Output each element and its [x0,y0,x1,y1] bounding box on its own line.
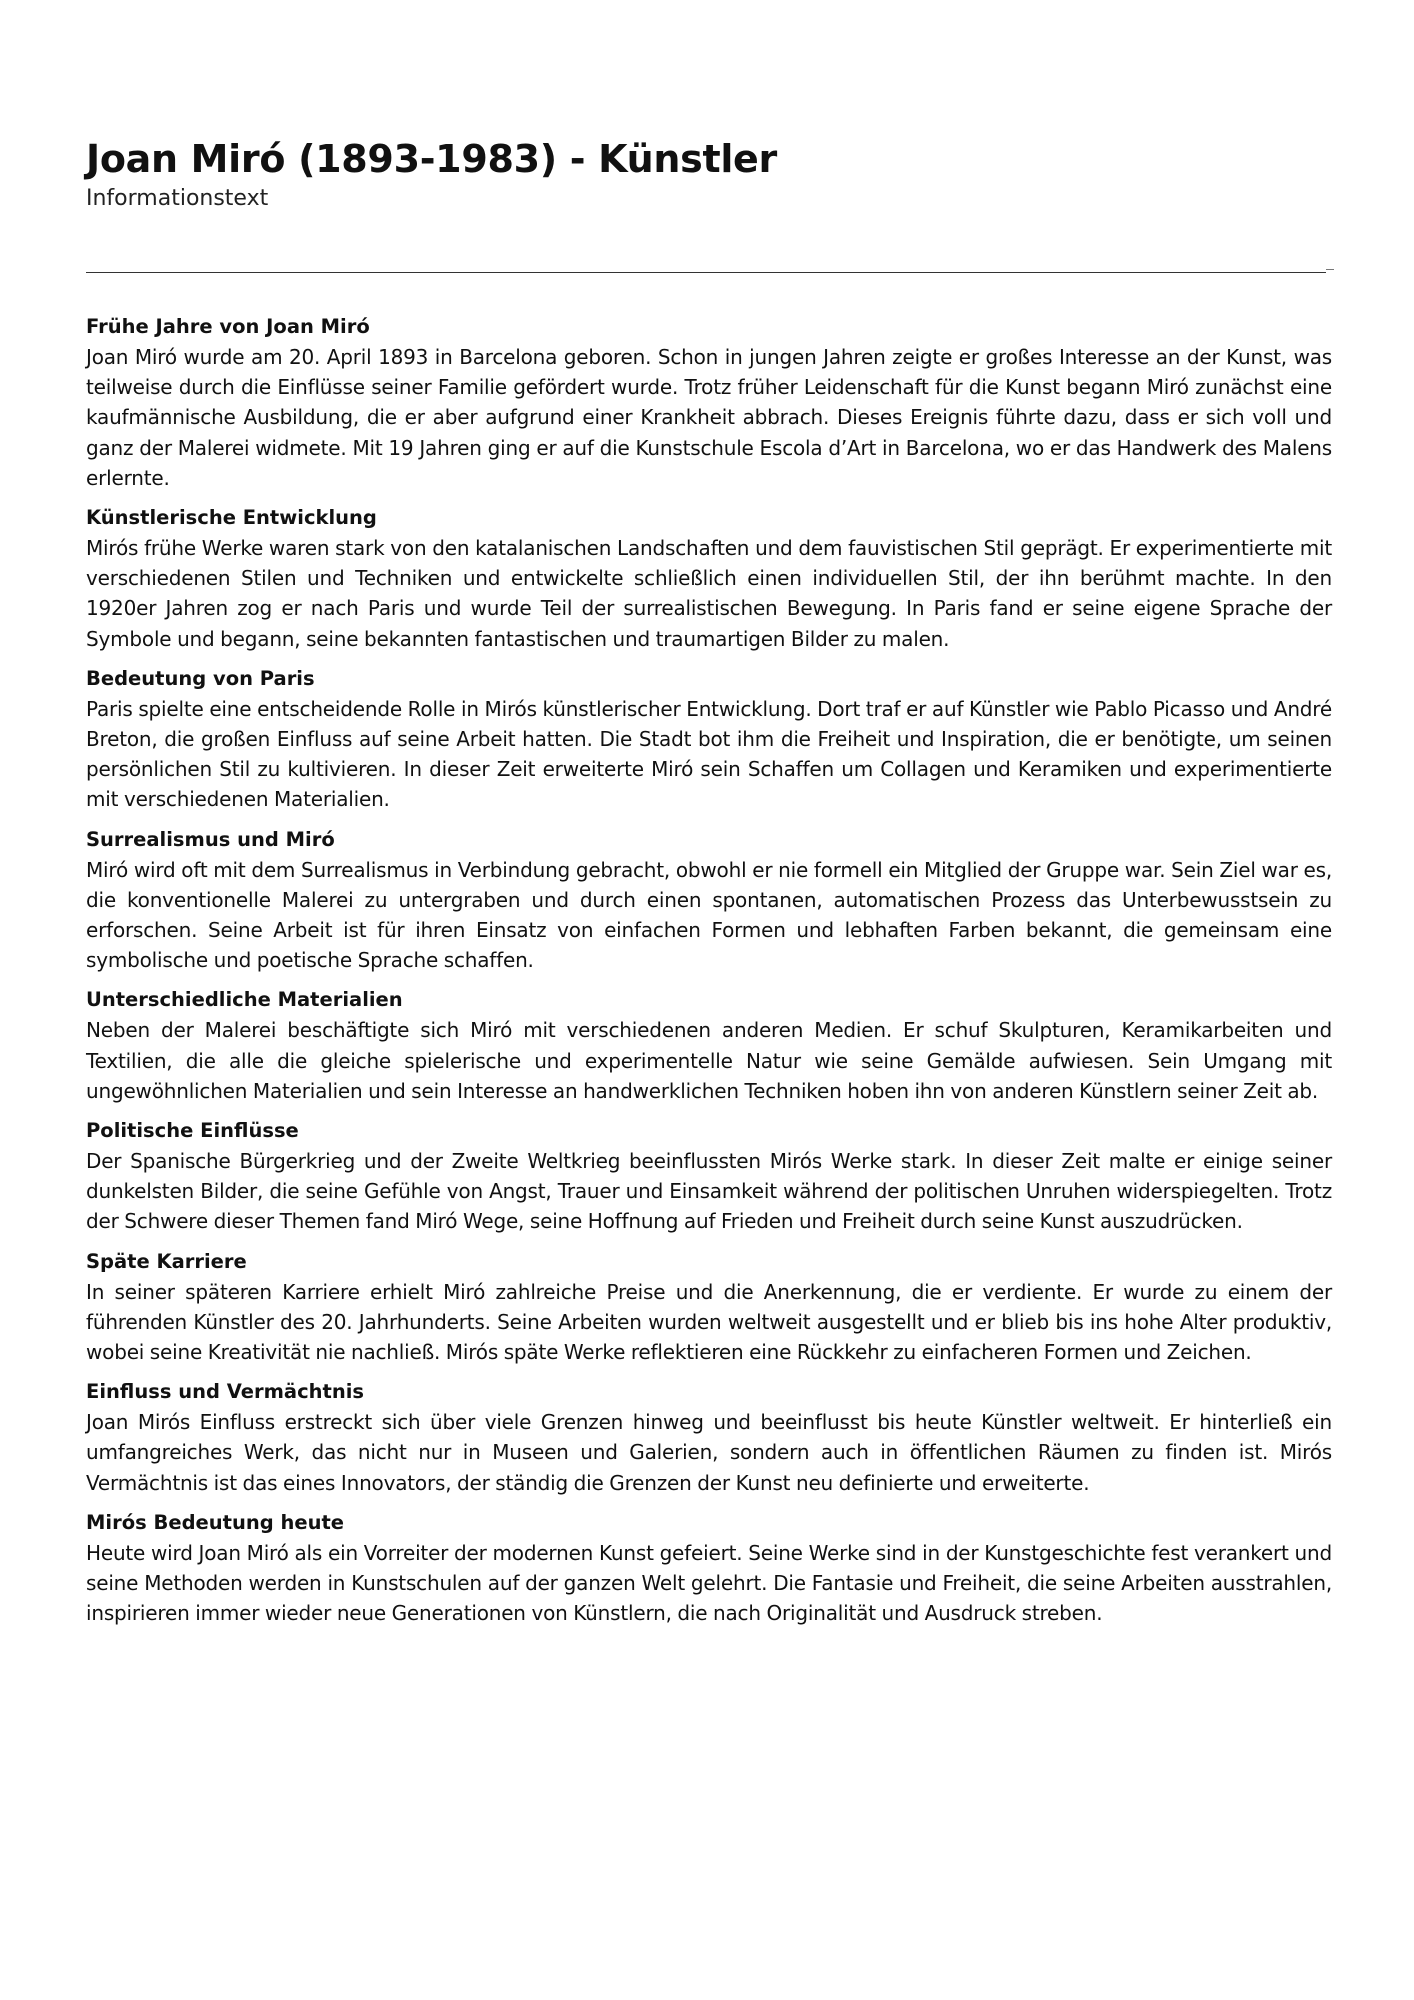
section-heading: Mirós Bedeutung heute [86,1510,345,1534]
document-page [86,134,1332,1626]
section-text: Paris spielte eine entscheidende Rolle in Mirós künstlerischer Entwicklung. Dort traf er auf Künstler wie Pablo Picasso und André Breton, die großen Einfluss auf seine Arbeit hatten. Die Stadt bot ihm die Freiheit und Inspiration, die er benötigte, um seinen persönlichen Stil zu kultivieren. In dieser Zeit erweiterte Miró sein Schaffen um Collagen und Keramiken und experimentierte mit verschiedenen Materialien. [86,696,1332,812]
section-text: Joan Mirós Einfluss erstreckt sich über viele Grenzen hinweg und beeinflusst bis heute Künstler weltweit. Er hinterließ ein umfangreiches Werk, das nicht nur in Museen und Galerien, sondern auch in öffentlichen Räumen zu finden ist. Mirós Vermächtnis ist das eines Innovators, der ständig die Grenzen der Kunst neu definierte und erweiterte. [86,1410,1332,1495]
section-spaete-karriere [86,1247,1332,1368]
section-heading: Unterschiedliche Materialien [86,988,403,1012]
section-text: Mirós frühe Werke waren stark von den katalanischen Landschaften und dem fauvistischen Stil geprägt. Er experimentierte mit verschiedenen Stilen und Techniken und entwickelte schließlich einen individuellen Stil, der ihn berühmt machte. In den 1920er Jahren zog er nach Paris und wurde Teil der surrealistischen Bewegung. In Paris fand er seine eigene Sprache der Symbole und begann, seine bekannten fantastischen und traumartigen Bilder zu malen. [86,536,1332,651]
section-text: Heute wird Joan Miró als ein Vorreiter der modernen Kunst gefeiert. Seine Werke sind in der Kunstgeschichte fest verankert und seine Methoden werden in Kunstschulen auf der ganzen Welt gelehrt. Die Fantasie und Freiheit, die seine Arbeiten ausstrahlen, inspirieren immer wieder neue Generationen von Künstlern, die nach Originalität und Ausdruck streben. [86,1540,1332,1626]
section-politische-einfluesse [86,1116,1332,1237]
section-text: In seiner späteren Karriere erhielt Miró zahlreiche Preise und die Anerkennung, die er verdiente. Er wurde zu einem der führenden Künstler des 20. Jahrhunderts. Seine Arbeiten wurden weltweit ausgestellt und er blieb bis ins hohe Alter produktiv, wobei seine Kreativität nie nachließ. Mirós späte Werke reflektieren eine Rückkehr zu einfacheren Formen und Zeichen. [86,1279,1332,1365]
section-heading: Künstlerische Entwicklung [86,506,377,530]
section-vermaechtnis [86,1377,1332,1498]
section-heading: Frühe Jahre von Joan Miró [86,315,370,338]
section-heading: Späte Karriere [86,1249,247,1273]
section-bedeutung-paris [86,664,1332,815]
section-text: Joan Miró wurde am 20. April 1893 in Barcelona geboren. Schon in jungen Jahren zeigte er großes Interesse an der Kunst, was teilweise durch die Einflüsse seiner Familie gefördert wurde. Trotz früher Leidenschaft für die Kunst begann Miró zunächst eine kaufmännische Ausbildung, die er aber aufgrund einer Krankheit abbrach. Dieses Ereignis führte dazu, dass er sich voll und ganz der Malerei widmete. Mit 19 Jahren ging er auf die Kunstschule Escola d’Art in Barcelona, wo er das Handwerk des Malens erlernte. [86,345,1332,490]
title-divider-tick [1326,269,1334,270]
section-kuenstlerische-entwicklung [86,503,1332,654]
section-materialien [86,985,1332,1106]
section-heading: Surrealismus und Miró [86,827,335,851]
section-heading: Einfluss und Vermächtnis [86,1380,365,1404]
document-body [86,312,1332,1639]
section-text: Neben der Malerei beschäftigte sich Miró mit verschiedenen anderen Medien. Er schuf Skulpturen, Keramikarbeiten und Textilien, die alle die gleiche spielerische und experimentelle Natur wie seine Gemälde aufwiesen. Sein Umgang mit ungewöhnlichen Materialien und sein Interesse an handwerklichen Techniken hoben ihn von anderen Künstlern seiner Zeit ab. [86,1018,1332,1103]
section-heading: Politische Einflüsse [86,1119,299,1143]
section-text: Der Spanische Bürgerkrieg und der Zweite Weltkrieg beeinflussten Mirós Werke stark. In dieser Zeit malte er einige seiner dunkelsten Bilder, die seine Gefühle von Angst, Trauer und Einsamkeit während der politischen Unruhen widerspiegelten. Trotz der Schwere dieser Themen fand Miró Wege, seine Hoffnung auf Frieden und Freiheit durch seine Kunst auszudrücken. [86,1149,1332,1234]
section-surrealismus [86,825,1332,976]
page-title: Joan Miró (1893-1983) - Künstler [86,137,777,181]
title-divider [86,272,1326,273]
section-text: Miró wird oft mit dem Surrealismus in Verbindung gebracht, obwohl er nie formell ein Mitglied der Gruppe war. Sein Ziel war es, die konventionelle Malerei zu untergraben und durch einen spontanen, automatischen Prozess das Unterbewusstsein zu erforschen. Seine Arbeit ist für ihren Einsatz von einfachen Formen und lebhaften Farben bekannt, die gemeinsam eine symbolische und poetische Sprache schaffen. [86,857,1332,973]
section-fruehe-jahre [86,312,1332,493]
section-bedeutung-heute [86,1508,1332,1629]
page-subtitle: Informationstext [86,186,269,211]
section-heading: Bedeutung von Paris [86,666,315,690]
